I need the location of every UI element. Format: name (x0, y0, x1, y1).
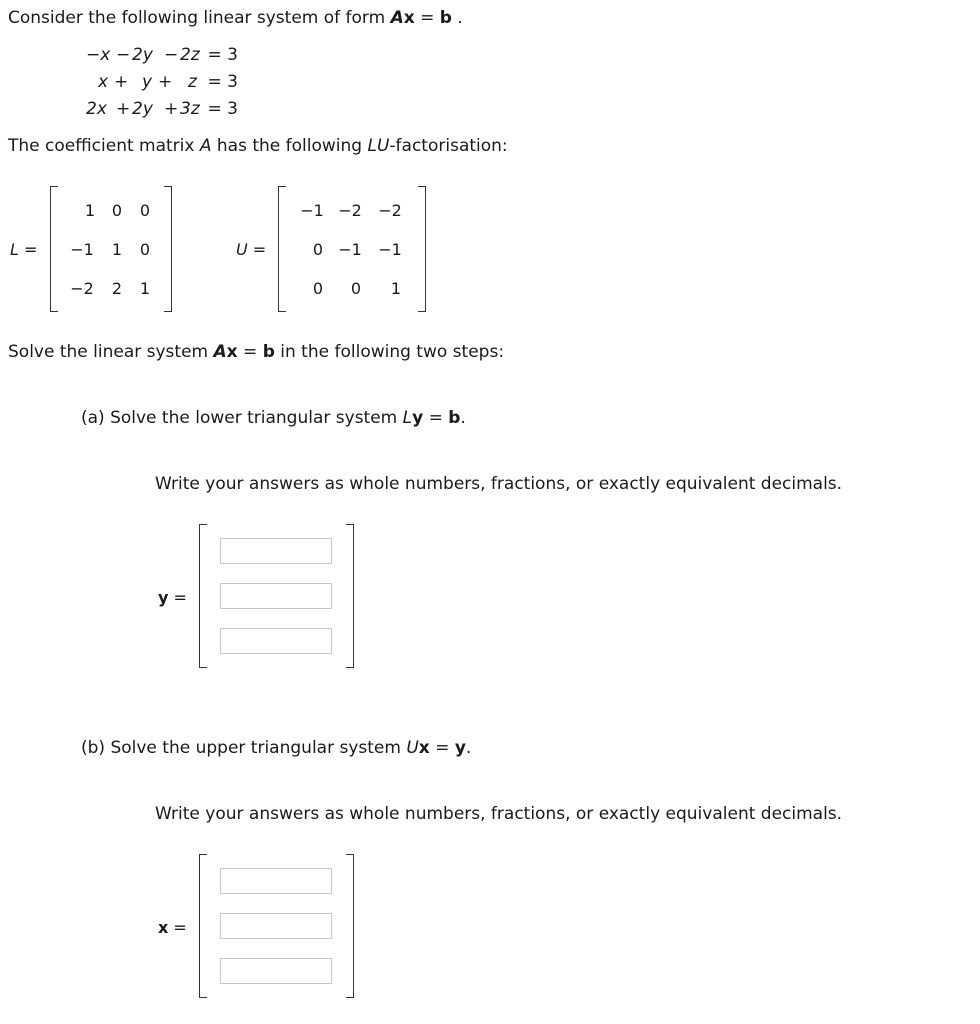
vector-x-left-bracket (199, 854, 207, 998)
x2-input[interactable] (220, 913, 332, 939)
matrix-U-cell: −1 (378, 240, 402, 259)
part-a-instruction: Write your answers as whole numbers, fractions, or exactly equivalent decimals. (155, 474, 843, 494)
matrix-L-label: L = (10, 240, 38, 259)
equation-3: 2x + 2y + 3z = 3 (86, 99, 238, 119)
matrix-L-cell: 1 (139, 279, 151, 298)
y2-input[interactable] (220, 583, 332, 609)
matrix-L-cell: 2 (111, 279, 123, 298)
matrix-U-cell: 0 (350, 279, 362, 298)
intro-text: Consider the following linear system of form Ax = b . (8, 8, 463, 28)
equation-2: x + y + z = 3 (98, 72, 238, 92)
vector-y-left-bracket (199, 524, 207, 668)
matrix-U-cell: 1 (390, 279, 402, 298)
matrix-U-label: U = (236, 240, 267, 259)
matrix-L-cell: 1 (111, 240, 123, 259)
matrix-U-cell: −1 (338, 240, 362, 259)
matrix-L-right-bracket (164, 186, 172, 312)
equation-1: −x − 2y − 2z = 3 (86, 45, 238, 65)
matrix-U-cell: −1 (300, 201, 324, 220)
part-b-heading: (b) Solve the upper triangular system Ux = y. (81, 738, 472, 758)
matrix-U-cell: −2 (378, 201, 402, 220)
matrix-U-cell: 0 (312, 279, 324, 298)
part-b-instruction: Write your answers as whole numbers, fractions, or exactly equivalent decimals. (155, 804, 843, 824)
matrix-U-right-bracket (418, 186, 426, 312)
part-a-heading: (a) Solve the lower triangular system Ly = b. (81, 408, 466, 428)
matrix-L-cell: −1 (70, 240, 94, 259)
vector-x-right-bracket (346, 854, 354, 998)
matrix-U-cell: −2 (338, 201, 362, 220)
matrix-L-cell: −2 (70, 279, 94, 298)
vector-x-label: x = (158, 918, 187, 937)
vector-y-right-bracket (346, 524, 354, 668)
matrix-L-cell: 0 (139, 201, 151, 220)
y1-input[interactable] (220, 538, 332, 564)
x1-input[interactable] (220, 868, 332, 894)
y3-input[interactable] (220, 628, 332, 654)
solve-instructions: Solve the linear system Ax = b in the following two steps: (8, 342, 505, 362)
matrix-U-left-bracket (278, 186, 286, 312)
matrix-U-cell: 0 (312, 240, 324, 259)
matrix-L-cell: 0 (111, 201, 123, 220)
x3-input[interactable] (220, 958, 332, 984)
lu-factorisation-text: The coefficient matrix A has the following LU-factorisation: (8, 136, 508, 156)
matrix-L-cell: 0 (139, 240, 151, 259)
matrix-L-cell: 1 (84, 201, 96, 220)
vector-y-label: y = (158, 588, 187, 607)
matrix-L-left-bracket (50, 186, 58, 312)
